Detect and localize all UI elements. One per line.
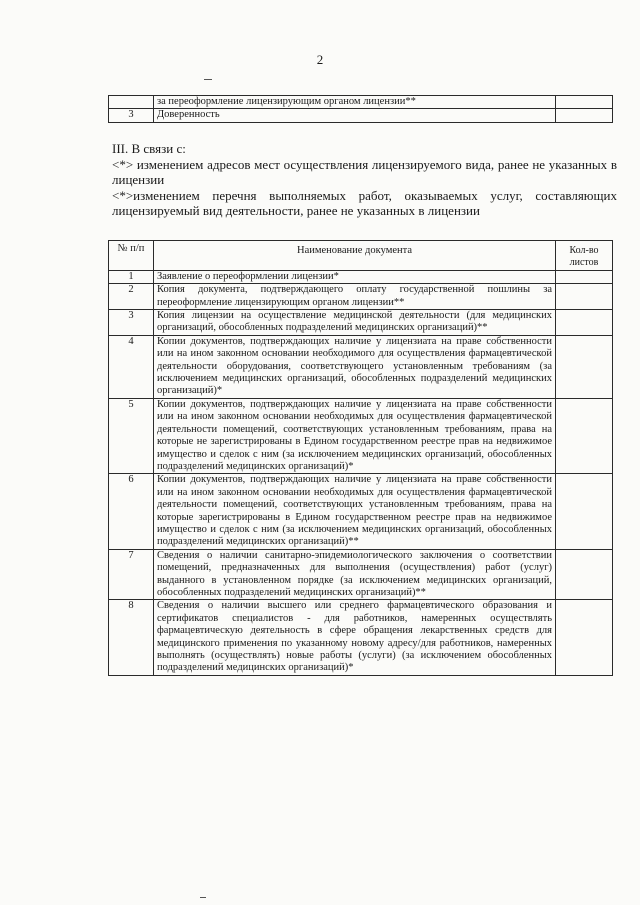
document-name: Доверенность (154, 109, 556, 122)
table-row (109, 109, 613, 122)
row-number: 4 (109, 335, 154, 398)
table-row (109, 549, 613, 600)
row-number: 6 (109, 474, 154, 549)
document-name: Копии документов, подтверждающих наличие у лицензиата на праве собственности или на ином законном основании необходимых для осуществления фармацевтической деятельности помещений, соответствующих установленным требованиям, права на которые не зарегистрированы в Едином государственном реестре прав на недвижимое имущество и сделок с ним (за исключением медицинских организаций, обособленных подразделений медицинских организаций)* (154, 398, 556, 473)
document-name: за переоформление лицензирующим органом лицензии** (154, 96, 556, 109)
sheet-count (556, 96, 613, 109)
scan-mark (204, 79, 212, 80)
table-row (109, 474, 613, 549)
sheet-count (556, 600, 613, 675)
sheet-count (556, 474, 613, 549)
document-name: Копии документов, подтверждающих наличие у лицензиата на праве собственности или на ином законном основании необходимого для осуществления фармацевтической деятельности оборудования, соответствующего установленным требованиям (за исключением медицинских организаций, обособленных подразделений медицинских организаций)* (154, 335, 556, 398)
column-header-count: Кол-во листов (556, 241, 613, 271)
table-row (109, 310, 613, 336)
document-name: Сведения о наличии высшего или среднего фармацевтического образования и сертификатов специалистов - для работников, намеренных осуществлять фармацевтическую деятельность в сфере обращения лекарственных средств для медицинского применения по указанному новому адресу/для работников, намеренных выполнять (осуществлять) новые работы (услуги) (за исключением обособленных подразделений медицинских организаций)* (154, 600, 556, 675)
table-row (109, 96, 613, 109)
document-name: Копия документа, подтверждающего оплату государственной пошлины за переоформление лицензирующим органом лицензии** (154, 284, 556, 310)
scan-mark (200, 897, 206, 898)
row-number: 3 (109, 310, 154, 336)
sheet-count (556, 109, 613, 122)
sheet-count (556, 549, 613, 600)
document-name: Заявление о переоформлении лицензии* (154, 270, 556, 283)
option-works-change: <*>изменением перечня выполняемых работ, оказываемых услуг, составляющих лицензируемый вид деятельности, ранее не указанных в лицензии (112, 187, 617, 219)
column-header-name: Наименование документа (154, 241, 556, 271)
row-number: 1 (109, 270, 154, 283)
table-header-row (109, 241, 613, 271)
document-name: Сведения о наличии санитарно-эпидемиологического заключения о соответствии помещений, предназначенных для выполнения (осуществления) работ (услуг) выданного в установленном порядке (за исключением медицинских организаций, обособленных подразделений медицинских организаций)** (154, 549, 556, 600)
section-reason (112, 141, 617, 219)
sheet-count (556, 335, 613, 398)
sheet-count (556, 398, 613, 473)
table-row (109, 600, 613, 675)
table-row (109, 335, 613, 398)
sheet-count (556, 310, 613, 336)
page-number: 2 (316, 52, 324, 67)
row-number (109, 96, 154, 109)
table-row (109, 398, 613, 473)
row-number: 8 (109, 600, 154, 675)
documents-table (108, 240, 613, 676)
document-name: Копия лицензии на осуществление медицинской деятельности (для медицинских организаций, обособленных подразделений медицинских организаций)** (154, 310, 556, 336)
row-number: 5 (109, 398, 154, 473)
row-number: 2 (109, 284, 154, 310)
table-row (109, 284, 613, 310)
sheet-count (556, 270, 613, 283)
column-header-number: № п/п (109, 241, 154, 271)
option-address-change: <*> изменением адресов мест осуществления лицензируемого вида, ранее не указанных в лицензии (112, 156, 617, 188)
sheet-count (556, 284, 613, 310)
row-number: 3 (109, 109, 154, 122)
document-name: Копии документов, подтверждающих наличие у лицензиата на праве собственности или на ином законном основании необходимых для осуществления фармацевтической деятельности помещений, соответствующих установленным требованиям, права на которые зарегистрированы в Едином государственном реестре прав на недвижимое имущество и сделок с ним (за исключением медицинских организаций, обособленных подразделений медицинских организаций)** (154, 474, 556, 549)
table-row (109, 270, 613, 283)
section-heading: III. В связи с: (112, 141, 186, 156)
row-number: 7 (109, 549, 154, 600)
top-documents-table (108, 95, 613, 123)
